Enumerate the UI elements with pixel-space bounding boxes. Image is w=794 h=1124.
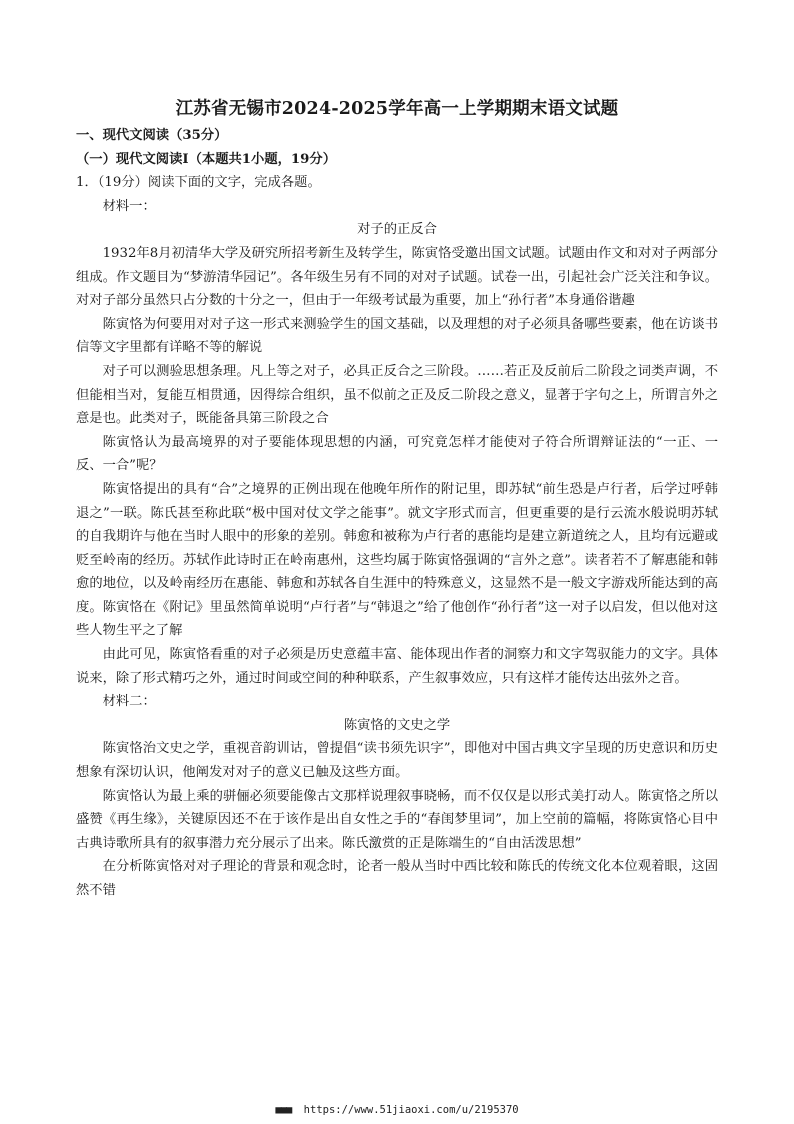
paragraph: 陈寅恪为何要用对对子这一形式来测验学生的国文基础，以及理想的对子必须具备哪些要素，他在访谈书信等文字里都有详略不等的解说 bbox=[76, 316, 718, 356]
section-heading: 一、现代文阅读（35分） bbox=[76, 128, 228, 143]
material-label: 材料二： bbox=[102, 694, 156, 710]
paragraph: 1932年8月初清华大学及研究所招考新生及转学生，陈寅恪受邀出国文试题。试题由作文和对对子两部分组成。作文题目为“梦游清华园记”。各年级生另有不同的对对子试题。试卷一出，引起社会广泛关注和争议。对对子部分虽然只占分数的十分之一，但由于一年级考试最为重要，加上“孙行者”本身通俗谐趣 bbox=[76, 245, 718, 309]
material-label: 材料一： bbox=[102, 198, 156, 214]
exam-page bbox=[76, 96, 718, 903]
page-footer bbox=[0, 1104, 794, 1116]
material-subtitle: 对子的正反合 bbox=[357, 222, 437, 238]
paragraph: 由此可见，陈寅恪看重的对子必须是历史意蕴丰富、能体现出作者的洞察力和文字驾驭能力的文字。具体说来，除了形式精巧之外，通过时间或空间的种种联系，产生叙事效应，只有这样才能传达出弦外之音。 bbox=[76, 647, 718, 686]
paragraph: 在分析陈寅恪对对子理论的背景和观念时，论者一般从当时中西比较和陈氏的传统文化本位观着眼，这固然不错 bbox=[76, 859, 718, 898]
paragraph: 陈寅恪认为最高境界的对子要能体现思想的内涵，可究竟怎样才能使对子符合所谓辩证法的“一正、一反、一合”呢？ bbox=[76, 434, 718, 474]
subsection-heading: （一）现代文阅读Ⅰ（本题共1小题，19分） bbox=[76, 151, 337, 167]
footer-url-link[interactable]: https://www.51jiaoxi.com/u/2195370 bbox=[303, 1104, 519, 1116]
paragraph: 对子可以测验思想条理。凡上等之对子，必具正反合之三阶段。……若正及反前后二阶段之词类声调，不但能相当对，复能互相贯通，因得综合组织，虽不似前之正及反二阶段之意义，显著于字句之上，所谓言外之意是也。此类对子，既能备具第三阶段之合 bbox=[76, 363, 718, 427]
page-title: 江苏省无锡市2024-2025学年高一上学期期末语文试题 bbox=[175, 99, 619, 119]
paragraph: 陈寅恪提出的具有“合”之境界的正例出现在他晚年所作的附记里，即苏轼“前生恐是卢行者，后学过呼韩退之”一联。陈氏甚至称此联“极中国对仗文学之能事”。就文字形式而言，但更重要的是行云流水般说明苏轼的自我期许与他在当时人眼中的形象的差别。韩愈和被称为卢行者的惠能均是建立新道统之人，且均有远避或贬至岭南的经历。苏轼作此诗时正在岭南惠州，这些均属于陈寅恪强调的“言外之意”。读者若不了解惠能和韩愈的地位，以及岭南经历在惠能、韩愈和苏轼各自生涯中的特殊意义，这显然不是一般文字游戏所能达到的高度。陈寅恪在《附记》里虽然简单说明“卢行者”与“韩退之”给了他创作“孙行者”这一对子以启发，但以他对这些人物生平之了解 bbox=[76, 481, 718, 639]
question-stem: 1．（19分）阅读下面的文字，完成各题。 bbox=[76, 175, 321, 191]
paragraph: 陈寅恪认为最上乘的骈俪必须要能像古文那样说理叙事晓畅，而不仅仅是以形式美打动人。陈寅恪之所以盛赞《再生缘》，关键原因还不在于该作是出自女性之手的“春闺梦里词”，加上空前的篇幅，将陈寅恪心目中古典诗歌所具有的叙事潜力充分展示了出来。陈氏激赏的正是陈端生的“自由活泼思想” bbox=[76, 788, 718, 851]
footer-logo-mark: ■■■ bbox=[275, 1104, 292, 1116]
paragraph: 陈寅恪治文史之学，重视音韵训诂，曾提倡“读书须先识字”，即他对中国古典文字呈现的历史意识和历史想象有深切认识，他阐发对对子的意义已触及这些方面。 bbox=[76, 741, 718, 781]
material-subtitle: 陈寅恪的文史之学 bbox=[343, 717, 451, 733]
